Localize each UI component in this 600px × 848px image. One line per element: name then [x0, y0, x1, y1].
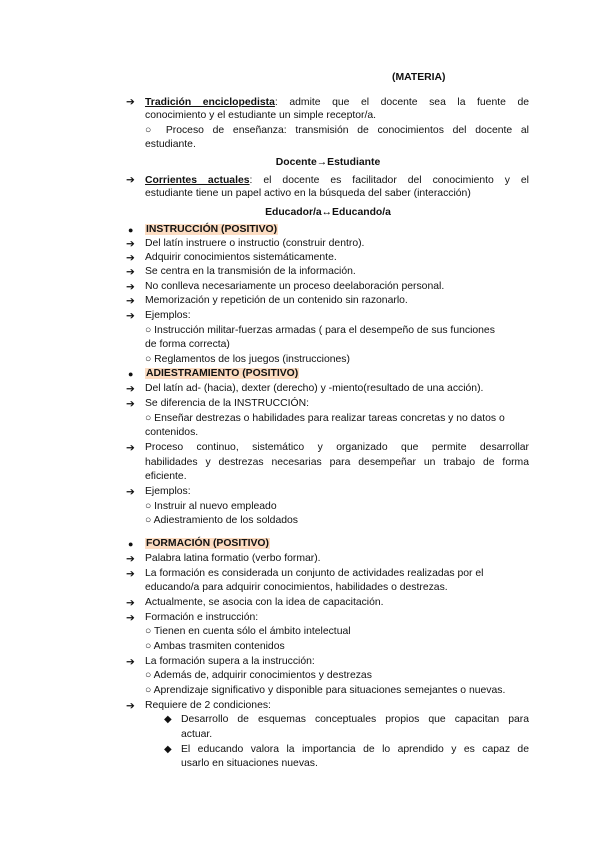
formacion-item: Palabra latina formatio (verbo formar).: [145, 553, 321, 564]
adiestramiento-item: Ejemplos:: [145, 486, 191, 497]
instruccion-heading-text: INSTRUCCIÓN (POSITIVO): [146, 224, 278, 235]
adiestramiento-example: ○ Adiestramiento de los soldados: [145, 515, 298, 526]
arrow-icon: ➔: [126, 399, 135, 410]
arrow-icon: ➔: [126, 443, 135, 454]
instruccion-item: Del latín instruere o instructio (construir dentro).: [145, 238, 365, 249]
corrientes-term: Corrientes actuales: [145, 175, 250, 186]
tradicion-line-2: conocimiento y el estudiante un simple receptor/a.: [145, 110, 377, 121]
tradicion-term: Tradición enciclopedista: [145, 97, 275, 108]
formacion-sub: ○ Ambas trasmiten contenidos: [145, 641, 285, 652]
adiestramiento-item: Proceso continuo, sistemático y organizado que permite desarrollar: [145, 442, 529, 453]
tradicion-colon: :: [274, 97, 278, 108]
formacion-sub: ○ Además de, adquirir conocimientos y destrezas: [145, 670, 372, 681]
instruccion-item: Se centra en la transmisión de la información.: [145, 266, 356, 277]
adiestramiento-item-cont: habilidades y destrezas necesarias para desempeñar un trabajo de forma: [145, 457, 529, 468]
arrow-icon: ➔: [126, 487, 135, 498]
corrientes-text-1: el docente es facilitador del conocimiento y el: [252, 175, 529, 186]
formacion-heading: [145, 538, 270, 549]
formacion-heading-text: FORMACIÓN (POSITIVO): [146, 538, 269, 549]
formacion-condition-cont: usarlo en situaciones nuevas.: [181, 758, 318, 769]
educador-educando-heading: Educador/a↔Educando/a: [265, 207, 391, 218]
adiestramiento-item-cont: eficiente.: [145, 471, 187, 482]
adiestramiento-item: Se diferencia de la INSTRUCCIÓN:: [145, 398, 309, 409]
instruccion-item: Ejemplos:: [145, 310, 191, 321]
instruccion-example: de forma correcta): [145, 339, 230, 350]
arrow-icon: ➔: [126, 554, 135, 565]
arrow-icon: ➔: [126, 282, 135, 293]
arrow-icon: ➔: [126, 311, 135, 322]
diamond-icon: ◆: [164, 714, 172, 725]
page-title: (MATERIA): [392, 72, 446, 83]
instruccion-item: Memorización y repetición de un contenido sin razonarlo.: [145, 295, 408, 306]
arrow-icon: ➔: [126, 253, 135, 264]
instruccion-item: Adquirir conocimientos sistemáticamente.: [145, 252, 337, 263]
formacion-condition: Desarrollo de esquemas conceptuales propios que capacitan para: [181, 714, 529, 725]
arrow-icon: ➔: [126, 657, 135, 668]
arrow-icon: ➔: [126, 613, 135, 624]
formacion-condition: El educando valora la importancia de lo aprendido y es capaz de: [181, 744, 529, 755]
arrow-icon: ➔: [126, 569, 135, 580]
formacion-item-cont: educando/a para adquirir conocimientos, habilidades o destrezas.: [145, 582, 448, 593]
tradicion-line-1: [145, 96, 529, 110]
docente-estudiante-heading: Docente→Estudiante: [275, 157, 381, 168]
tradicion-sub-1: ○ Proceso de enseñanza: transmisión de conocimientos del docente al: [145, 125, 529, 136]
formacion-item: La formación es considerada un conjunto de actividades realizadas por el: [145, 568, 484, 579]
adiestramiento-heading: [145, 368, 299, 379]
arrow-icon: ➔: [126, 97, 135, 108]
formacion-sub: ○ Aprendizaje significativo y disponible para situaciones semejantes o nuevas.: [145, 685, 506, 696]
formacion-sub: ○ Tienen en cuenta sólo el ámbito intelectual: [145, 626, 351, 637]
diamond-icon: ◆: [164, 744, 172, 755]
arrow-icon: ➔: [126, 175, 135, 186]
arrow-icon: ➔: [126, 239, 135, 250]
adiestramiento-sub: ○ Enseñar destrezas o habilidades para realizar tareas concretas y no datos o: [145, 413, 505, 424]
formacion-item: Formación e instrucción:: [145, 612, 259, 623]
adiestramiento-example: ○ Instruir al nuevo empleado: [145, 501, 277, 512]
bullet-icon: ●: [128, 225, 134, 235]
instruccion-heading: [145, 224, 278, 235]
arrow-icon: ➔: [126, 384, 135, 395]
arrow-icon: ➔: [126, 598, 135, 609]
bullet-icon: ●: [128, 539, 134, 549]
adiestramiento-sub: contenidos.: [145, 427, 199, 438]
instruccion-example: ○ Reglamentos de los juegos (instrucciones): [145, 354, 350, 365]
corrientes-line-2: estudiante tiene un papel activo en la búsqueda del saber (interacción): [145, 188, 471, 199]
formacion-item: Requiere de 2 condiciones:: [145, 700, 271, 711]
corrientes-line-1: [145, 174, 529, 188]
formacion-condition-cont: actuar.: [181, 729, 213, 740]
adiestramiento-item: Del latín ad- (hacia), dexter (derecho) y -miento(resultado de una acción).: [145, 383, 484, 394]
instruccion-item: No conlleva necesariamente un proceso deelaboración personal.: [145, 281, 445, 292]
arrow-icon: ➔: [126, 296, 135, 307]
corrientes-colon: :: [249, 175, 253, 186]
formacion-item: Actualmente, se asocia con la idea de capacitación.: [145, 597, 384, 608]
adiestramiento-heading-text: ADIESTRAMIENTO (POSITIVO): [146, 368, 299, 379]
bullet-icon: ●: [128, 369, 134, 379]
tradicion-text-1: admite que el docente sea la fuente de: [277, 97, 529, 108]
arrow-icon: ➔: [126, 701, 135, 712]
tradicion-sub-2: estudiante.: [145, 139, 196, 150]
arrow-icon: ➔: [126, 267, 135, 278]
instruccion-example: ○ Instrucción militar-fuerzas armadas ( para el desempeño de sus funciones: [145, 325, 495, 336]
formacion-item: La formación supera a la instrucción:: [145, 656, 315, 667]
